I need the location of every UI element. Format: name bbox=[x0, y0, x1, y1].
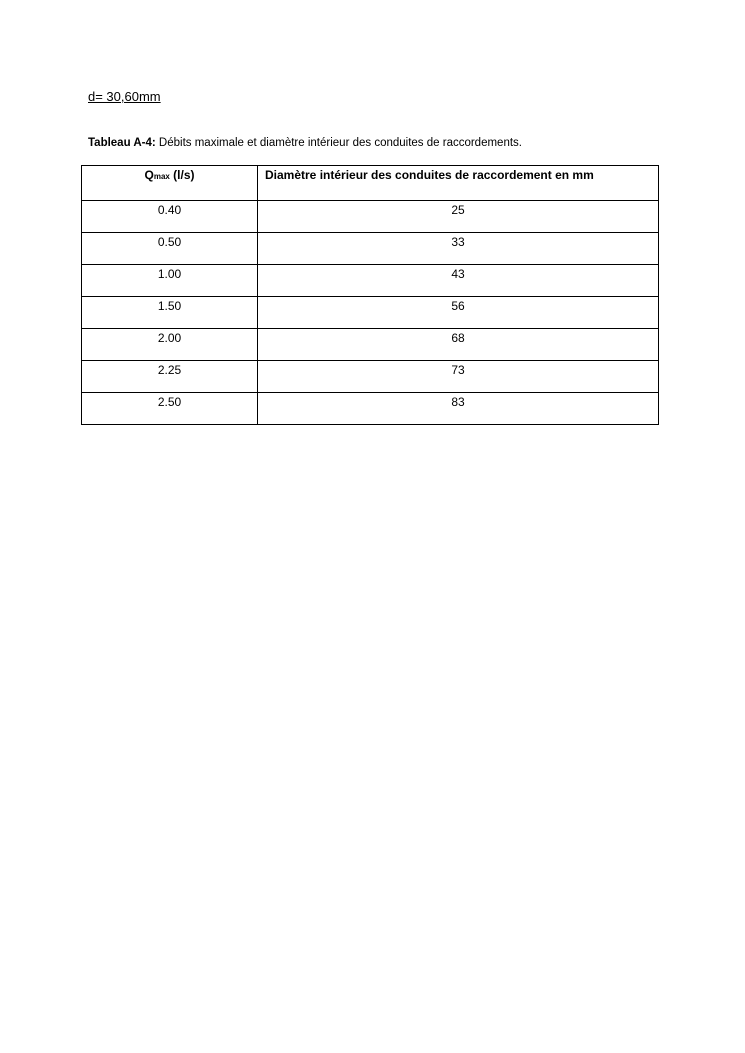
cell-qmax: 0.40 bbox=[82, 201, 258, 233]
diameter-result: d= 30,60mm bbox=[88, 89, 161, 104]
cell-qmax: 0.50 bbox=[82, 233, 258, 265]
table-row bbox=[82, 265, 659, 297]
cell-diameter: 68 bbox=[258, 329, 659, 361]
column-header-qmax bbox=[82, 166, 258, 201]
cell-qmax: 2.50 bbox=[82, 393, 258, 425]
table-row bbox=[82, 201, 659, 233]
cell-diameter: 33 bbox=[258, 233, 659, 265]
table-caption-text: Débits maximale et diamètre intérieur des conduites de raccordements. bbox=[155, 137, 522, 149]
qmax-symbol: Q bbox=[144, 168, 154, 182]
cell-qmax: 1.00 bbox=[82, 265, 258, 297]
column-header-diameter: Diamètre intérieur des conduites de raccordement en mm bbox=[258, 166, 659, 201]
cell-diameter: 43 bbox=[258, 265, 659, 297]
discharge-diameter-table bbox=[81, 165, 659, 425]
table-row bbox=[82, 297, 659, 329]
table-row bbox=[82, 233, 659, 265]
cell-diameter: 25 bbox=[258, 201, 659, 233]
table-row bbox=[82, 361, 659, 393]
cell-diameter: 83 bbox=[258, 393, 659, 425]
cell-diameter: 56 bbox=[258, 297, 659, 329]
qmax-unit: (l/s) bbox=[169, 168, 195, 182]
cell-qmax: 1.50 bbox=[82, 297, 258, 329]
qmax-subscript: max bbox=[153, 172, 170, 181]
table-row bbox=[82, 329, 659, 361]
cell-diameter: 73 bbox=[258, 361, 659, 393]
table-header-row bbox=[82, 166, 659, 201]
table-caption-label: Tableau A-4: bbox=[88, 137, 156, 149]
table-caption bbox=[88, 137, 522, 149]
cell-qmax: 2.00 bbox=[82, 329, 258, 361]
table-row bbox=[82, 393, 659, 425]
cell-qmax: 2.25 bbox=[82, 361, 258, 393]
